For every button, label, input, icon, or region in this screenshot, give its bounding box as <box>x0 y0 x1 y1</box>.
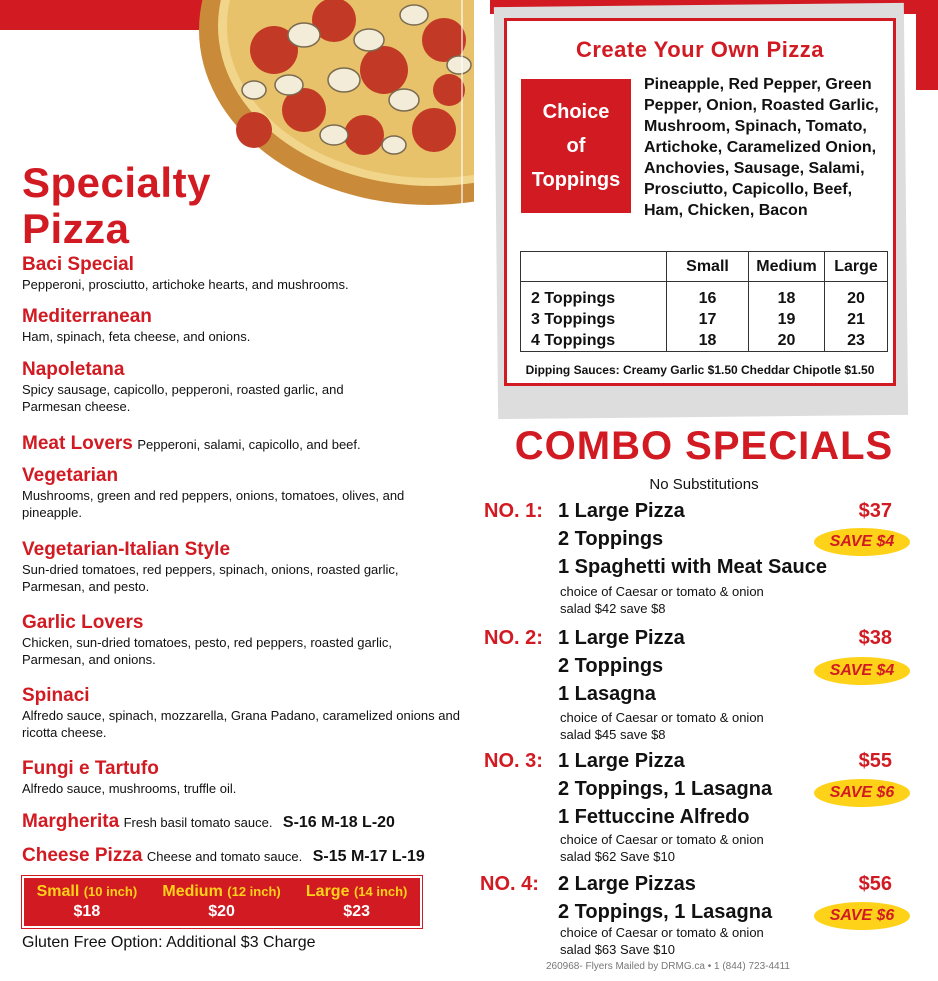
menu-item-sizes: S-16 M-18 L-20 <box>282 814 395 831</box>
combo-note: salad $63 Save $10 <box>560 942 675 957</box>
menu-item-desc: Ham, spinach, feta cheese, and onions. <box>22 329 251 344</box>
menu-item <box>22 254 462 293</box>
row-label <box>521 282 667 352</box>
cell-value: 18 <box>777 290 796 307</box>
combo-note: salad $42 save $8 <box>560 601 666 616</box>
cell-value: 16 <box>698 290 717 307</box>
menu-item <box>22 811 395 833</box>
save-badge: SAVE $4 <box>814 528 910 556</box>
size-inch: (10 inch) <box>83 884 138 899</box>
small-col <box>667 282 749 352</box>
combo-line: 2 Toppings, 1 Lasagna <box>558 901 773 923</box>
menu-item-desc: Sun-dried tomatoes, red peppers, spinach, onions, roasted garlic, Parmesan, and pesto. <box>22 562 399 594</box>
choice-line: of <box>566 135 586 157</box>
combo-note: choice of Caesar or tomato & onion <box>560 584 764 599</box>
cell-value: 18 <box>698 332 717 349</box>
combo-note: choice of Caesar or tomato & onion <box>560 925 764 940</box>
choice-of-toppings-box <box>521 79 631 213</box>
menu-item-name: Spinaci <box>22 685 90 706</box>
footer-credit: 260968- Flyers Mailed by DRMG.ca • 1 (844) 723-4411 <box>546 961 790 972</box>
combo-line: 2 Toppings, 1 Lasagna <box>558 778 773 800</box>
menu-item-desc: Alfredo sauce, spinach, mozzarella, Grana Padano, caramelized onions and ricotta cheese. <box>22 708 460 740</box>
combo-line: 1 Fettuccine Alfredo <box>558 806 750 828</box>
cell-value: 21 <box>847 311 865 328</box>
combo-number: NO. 3: <box>484 750 543 772</box>
size-large <box>306 882 408 922</box>
menu-item-name: Mediterranean <box>22 306 152 327</box>
combo-2 <box>480 627 930 747</box>
size-small <box>37 882 138 922</box>
menu-item <box>22 539 422 595</box>
menu-item-desc: Alfredo sauce, mushrooms, truffle oil. <box>22 781 237 796</box>
combo-line: 2 Large Pizzas <box>558 873 696 895</box>
toppings-price-table <box>520 251 888 352</box>
combo-title: COMBO SPECIALS <box>514 424 894 468</box>
medium-col <box>749 282 825 352</box>
menu-item-desc: Chicken, sun-dried tomatoes, pesto, red peppers, roasted garlic, Parmesan, and onions. <box>22 635 392 667</box>
save-badge: SAVE $6 <box>814 902 910 930</box>
create-your-own-panel <box>504 18 896 386</box>
size-name: Small <box>36 883 80 900</box>
menu-item <box>22 685 462 741</box>
size-inch: (14 inch) <box>353 884 408 899</box>
menu-item-name: Meat Lovers <box>22 433 133 454</box>
cell-value: 17 <box>698 311 717 328</box>
menu-item <box>22 306 462 345</box>
combo-price: $55 <box>858 750 892 772</box>
combo-note: salad $45 save $8 <box>560 727 666 742</box>
menu-item <box>22 758 462 797</box>
menu-item-name: Cheese Pizza <box>22 845 143 866</box>
combo-price: $37 <box>858 500 892 522</box>
combo-3 <box>480 750 930 870</box>
title-line-1: Specialty <box>22 159 211 206</box>
cell-value: 19 <box>777 311 796 328</box>
combo-4 <box>480 873 930 963</box>
table-header: Large <box>825 252 888 282</box>
combo-line: 1 Large Pizza <box>558 500 685 522</box>
combo-number: NO. 2: <box>484 627 543 649</box>
size-inch: (12 inch) <box>227 884 281 899</box>
menu-item-name: Vegetarian <box>22 465 119 486</box>
table-header: Medium <box>749 252 825 282</box>
menu-item <box>22 845 425 867</box>
combo-line: 2 Toppings <box>558 655 664 677</box>
combo-line: 1 Large Pizza <box>558 750 685 772</box>
size-name: Medium <box>162 883 223 900</box>
combo-line: 1 Large Pizza <box>558 627 685 649</box>
menu-item <box>22 359 367 415</box>
title-line-2: Pizza <box>22 205 130 252</box>
combo-number: NO. 1: <box>484 500 543 522</box>
table-header: Small <box>667 252 749 282</box>
menu-item <box>22 433 361 455</box>
table-header-row <box>521 252 888 282</box>
table-header <box>521 252 667 282</box>
toppings-list: Pineapple, Red Pepper, Green Pepper, Onion, Roasted Garlic, Mushroom, Spinach, Tomato, Artichoke, Caramelized Onion, Anchovies, Sausage, Salami, Prosciutto, Capicollo, Beef, Ham, Chicken, Bacon <box>644 76 879 219</box>
gluten-free-note: Gluten Free Option: Additional $3 Charge <box>22 934 316 951</box>
combo-price: $38 <box>858 627 892 649</box>
menu-item <box>22 465 407 521</box>
menu-item-name: Baci Special <box>22 254 134 275</box>
cyo-title: Create Your Own Pizza <box>575 37 825 62</box>
menu-item-name: Vegetarian-Italian Style <box>22 539 231 560</box>
combo-price: $56 <box>858 873 892 895</box>
cell-value: 20 <box>777 332 796 349</box>
menu-item <box>22 612 422 668</box>
menu-item-desc: Pepperoni, salami, capicollo, and beef. <box>137 437 361 452</box>
menu-item-desc: Spicy sausage, capicollo, pepperoni, roasted garlic, and Parmesan cheese. <box>22 382 344 414</box>
menu-item-sizes: S-15 M-17 L-19 <box>312 848 425 865</box>
size-price: $23 <box>343 903 370 920</box>
save-badge: SAVE $6 <box>814 779 910 807</box>
cell-value: 23 <box>847 332 865 349</box>
combo-note: choice of Caesar or tomato & onion <box>560 832 764 847</box>
menu-item-desc: Pepperoni, prosciutto, artichoke hearts, and mushrooms. <box>22 277 349 292</box>
row-label-text: 2 Toppings <box>531 290 616 307</box>
choice-line: Toppings <box>531 169 621 191</box>
combo-line: 2 Toppings <box>558 528 664 550</box>
menu-item-name: Margherita <box>22 811 120 832</box>
combo-note: salad $62 Save $10 <box>560 849 675 864</box>
combo-subtitle: No Substitutions <box>649 476 759 493</box>
menu-item-name: Napoletana <box>22 359 125 380</box>
menu-item-name: Fungi e Tartufo <box>22 758 159 779</box>
combo-line: 1 Lasagna <box>558 683 656 705</box>
choice-line: Choice <box>542 101 610 123</box>
row-label-text: 3 Toppings <box>531 311 616 328</box>
menu-item-desc: Fresh basil tomato sauce. <box>123 815 273 830</box>
row-label-text: 4 Toppings <box>531 332 616 349</box>
size-price: $18 <box>73 903 101 920</box>
table-row <box>521 282 888 352</box>
menu-item-desc: Mushrooms, green and red peppers, onions, tomatoes, olives, and pineapple. <box>22 488 405 520</box>
right-red-edge <box>916 0 938 90</box>
combo-note: choice of Caesar or tomato & onion <box>560 710 764 725</box>
pizza-image <box>194 0 494 240</box>
menu-item-desc: Cheese and tomato sauce. <box>146 849 303 864</box>
large-col <box>825 282 888 352</box>
combo-number: NO. 4: <box>480 873 539 895</box>
combo-1 <box>480 500 930 620</box>
size-medium <box>162 882 280 922</box>
size-price: $20 <box>208 903 235 920</box>
size-price-bar <box>22 876 422 928</box>
save-badge: SAVE $4 <box>814 657 910 685</box>
dipping-sauces: Dipping Sauces: Creamy Garlic $1.50 Cheddar Chipotle $1.50 <box>525 363 875 377</box>
menu-item-name: Garlic Lovers <box>22 612 144 633</box>
combo-line: 1 Spaghetti with Meat Sauce <box>558 556 827 578</box>
cell-value: 20 <box>847 290 865 307</box>
size-name: Large <box>305 883 350 900</box>
page-title <box>22 160 211 252</box>
